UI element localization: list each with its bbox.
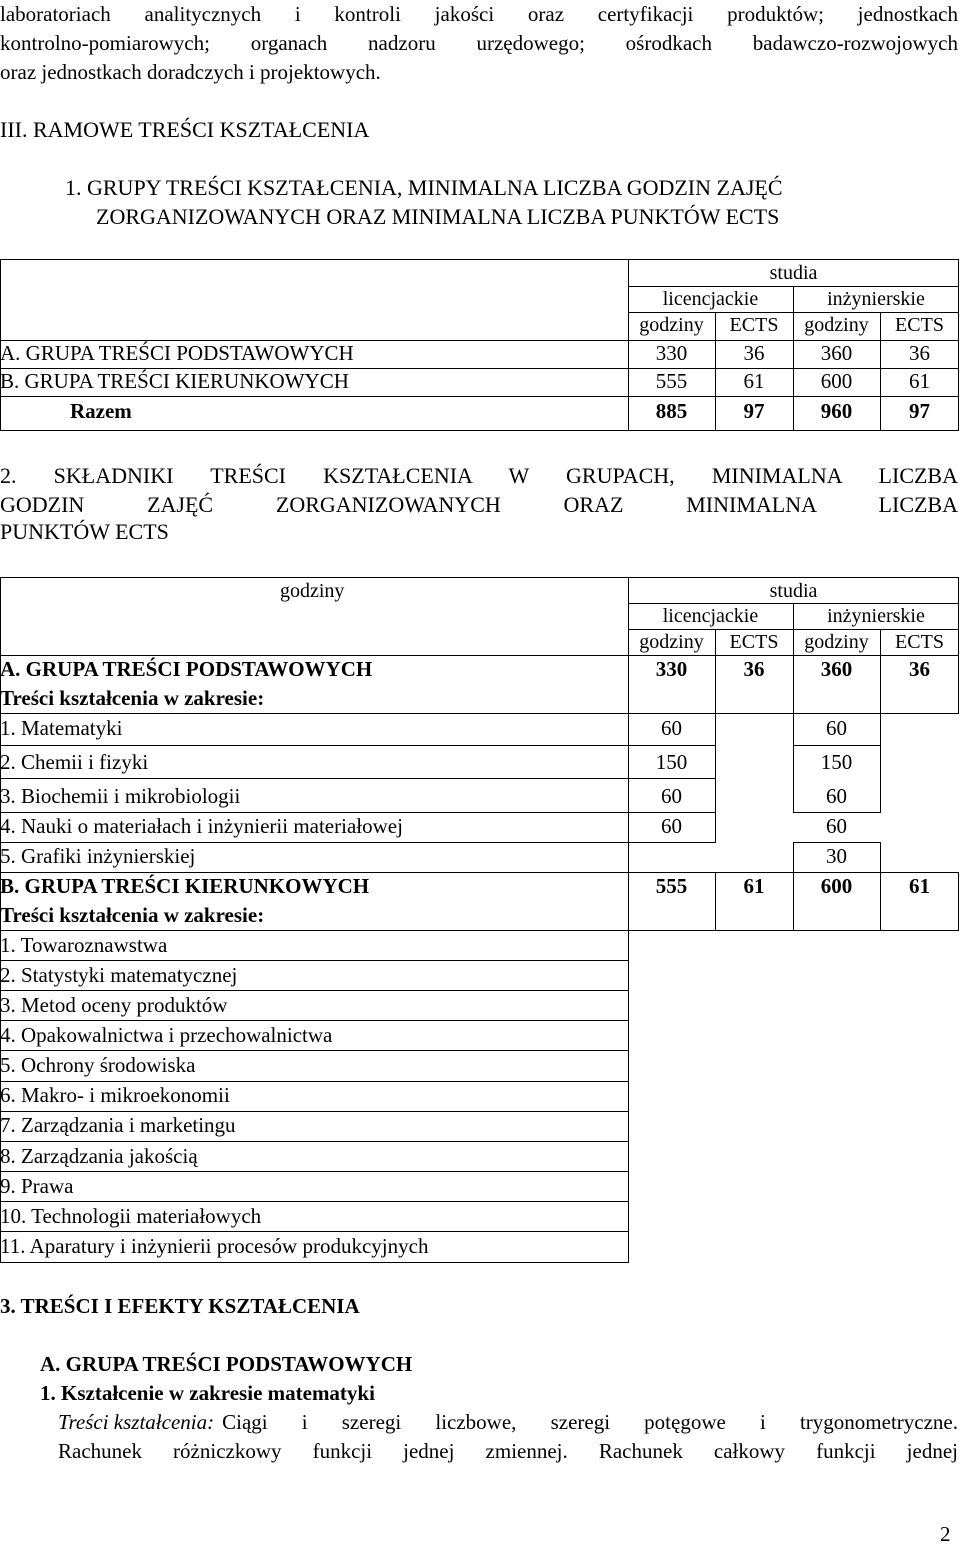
table1-ects-lic: ECTS — [729, 314, 779, 336]
table2-group-b-val: 61 — [743, 874, 765, 898]
table2-item-a-label: 2. Chemii i fizyki — [0, 750, 149, 774]
heading-1-line-1: 1. GRUPY TREŚCI KSZTAŁCENIA, MINIMALNA LICZBA GODZIN ZAJĘĆ — [65, 175, 783, 200]
content-line-1 — [58, 1410, 958, 1435]
section-title: III. RAMOWE TREŚCI KSZTAŁCENIA — [0, 117, 370, 142]
content-label: Treści kształcenia: — [58, 1410, 215, 1434]
table1-total-val: 960 — [820, 399, 853, 423]
table1-row-b-val: 61 — [743, 369, 765, 393]
table2-item-b: 4. Opakowalnictwa i przechowalnictwa — [0, 1023, 333, 1047]
table1-row-a-val: 36 — [743, 341, 765, 365]
table2-group-b-sub: Treści kształcenia w zakresie: — [0, 903, 265, 927]
table2-group-a-val: 36 — [743, 657, 765, 681]
table2-item-b: 7. Zarządzania i marketingu — [0, 1113, 236, 1137]
heading-1-line-2: ZORGANIZOWANYCH ORAZ MINIMALNA LICZBA PUNKTÓW ECTS — [96, 204, 780, 229]
table2-group-a-sub: Treści kształcenia w zakresie: — [0, 686, 265, 710]
page-number: 2 — [940, 1522, 951, 1546]
content-line-2: Rachunek różniczkowy funkcji jednej zmiennej. Rachunek całkowy funkcji jednej — [58, 1439, 958, 1463]
heading-3: 3. TREŚCI I EFEKTY KSZTAŁCENIA — [0, 1294, 360, 1318]
table2-item-b: 9. Prawa — [0, 1174, 74, 1198]
heading-3a: A. GRUPA TREŚCI PODSTAWOWYCH — [40, 1352, 413, 1376]
table2-ects-inz: ECTS — [895, 631, 944, 653]
table2-item-b: 5. Ochrony środowiska — [0, 1053, 196, 1077]
table1-licencjackie: licencjackie — [662, 288, 759, 310]
table2-item-b: 8. Zarządzania jakością — [0, 1144, 198, 1168]
table2-item-a-lic: 150 — [655, 750, 688, 774]
table2-ects-lic: ECTS — [729, 631, 779, 653]
heading-2-line-3: PUNKTÓW ECTS — [0, 519, 169, 544]
table2-item-b: 1. Towaroznawstwa — [0, 933, 168, 957]
intro-line-1: laboratoriach analitycznych i kontroli jakości oraz certyfikacji produktów; jednostkach — [0, 2, 958, 26]
heading-2-line-2: GODZIN ZAJĘĆ ZORGANIZOWANYCH ORAZ MINIMALNA LICZBA — [0, 492, 958, 517]
table1-row-b-val: 600 — [820, 369, 853, 393]
table2-group-a-label: A. GRUPA TREŚCI PODSTAWOWYCH — [0, 657, 373, 681]
table2-studia: studia — [769, 580, 818, 602]
table1-godziny-lic: godziny — [639, 314, 704, 336]
table1-total-label: Razem — [70, 399, 132, 423]
table1-godziny-inz: godziny — [804, 314, 869, 336]
table2-item-b: 2. Statystyki matematycznej — [0, 963, 238, 987]
heading-2-line-1: 2. SKŁADNIKI TREŚCI KSZTAŁCENIA W GRUPACH, MINIMALNA LICZBA — [0, 463, 958, 488]
table2-item-b: 3. Metod oceny produktów — [0, 993, 228, 1017]
table2-item-a-inz: 60 — [826, 814, 847, 838]
table2-group-a-val: 330 — [655, 657, 688, 681]
table2-item-a-lic: 60 — [661, 716, 682, 740]
table1-row-a-label: A. GRUPA TREŚCI PODSTAWOWYCH — [0, 341, 354, 365]
table1-row-b-val: 61 — [909, 369, 930, 393]
table2-group-b-val: 555 — [655, 874, 688, 898]
table1-row-a-val: 36 — [909, 341, 930, 365]
intro-line-2: kontrolno-pomiarowych; organach nadzoru urzędowego; ośrodkach badawczo-rozwojowych — [0, 31, 958, 55]
table1-row-a-val: 360 — [820, 341, 853, 365]
table2-item-b: 10. Technologii materiałowych — [0, 1204, 262, 1228]
table2-item-a-label: 5. Grafiki inżynierskiej — [0, 844, 196, 868]
table1-ects-inz: ECTS — [895, 314, 944, 336]
table2-group-b-val: 61 — [909, 874, 930, 898]
table2-godziny-top: godziny — [280, 580, 345, 602]
heading-3a1: 1. Kształcenie w zakresie matematyki — [40, 1381, 375, 1405]
table2-item-a-inz: 60 — [826, 784, 847, 808]
table2-item-a-inz: 30 — [826, 844, 847, 868]
table2-item-a-lic: 60 — [661, 784, 682, 808]
table2-godziny-lic: godziny — [639, 631, 704, 653]
table2-group-b-val: 600 — [820, 874, 853, 898]
table2-item-a-label: 3. Biochemii i mikrobiologii — [0, 784, 241, 808]
content-text-1: Ciągi i szeregi liczbowe, szeregi potęgowe i trygonometryczne. — [222, 1410, 958, 1434]
table2-licencjackie: licencjackie — [662, 605, 759, 627]
table2-group-a-val: 360 — [820, 657, 853, 681]
table2-item-b: 11. Aparatury i inżynierii procesów produkcyjnych — [0, 1234, 429, 1258]
table2-inzynierskie: inżynierskie — [827, 605, 925, 627]
table1-inzynierskie: inżynierskie — [827, 288, 925, 310]
table2-item-a-inz: 60 — [826, 716, 847, 740]
table2-item-b: 6. Makro- i mikroekonomii — [0, 1083, 230, 1107]
table1-total-val: 97 — [743, 399, 765, 423]
table1-total-val: 97 — [909, 399, 930, 423]
table1-row-a-val: 330 — [655, 341, 688, 365]
table2-item-a-lic: 60 — [661, 814, 682, 838]
table2-item-a-label: 4. Nauki o materiałach i inżynierii materiałowej — [0, 814, 403, 838]
intro-line-3: oraz jednostkach doradczych i projektowych. — [0, 60, 381, 84]
table1-total-val: 885 — [655, 399, 688, 423]
table2-group-a-val: 36 — [909, 657, 930, 681]
table2-item-a-inz: 150 — [820, 750, 853, 774]
table1-row-b-val: 555 — [655, 369, 688, 393]
table1-row-b-label: B. GRUPA TREŚCI KIERUNKOWYCH — [0, 369, 349, 393]
table1-studia: studia — [769, 262, 818, 284]
table2-group-b-label: B. GRUPA TREŚCI KIERUNKOWYCH — [0, 874, 370, 898]
table2-item-a-label: 1. Matematyki — [0, 716, 123, 740]
table2-godziny-inz: godziny — [804, 631, 869, 653]
